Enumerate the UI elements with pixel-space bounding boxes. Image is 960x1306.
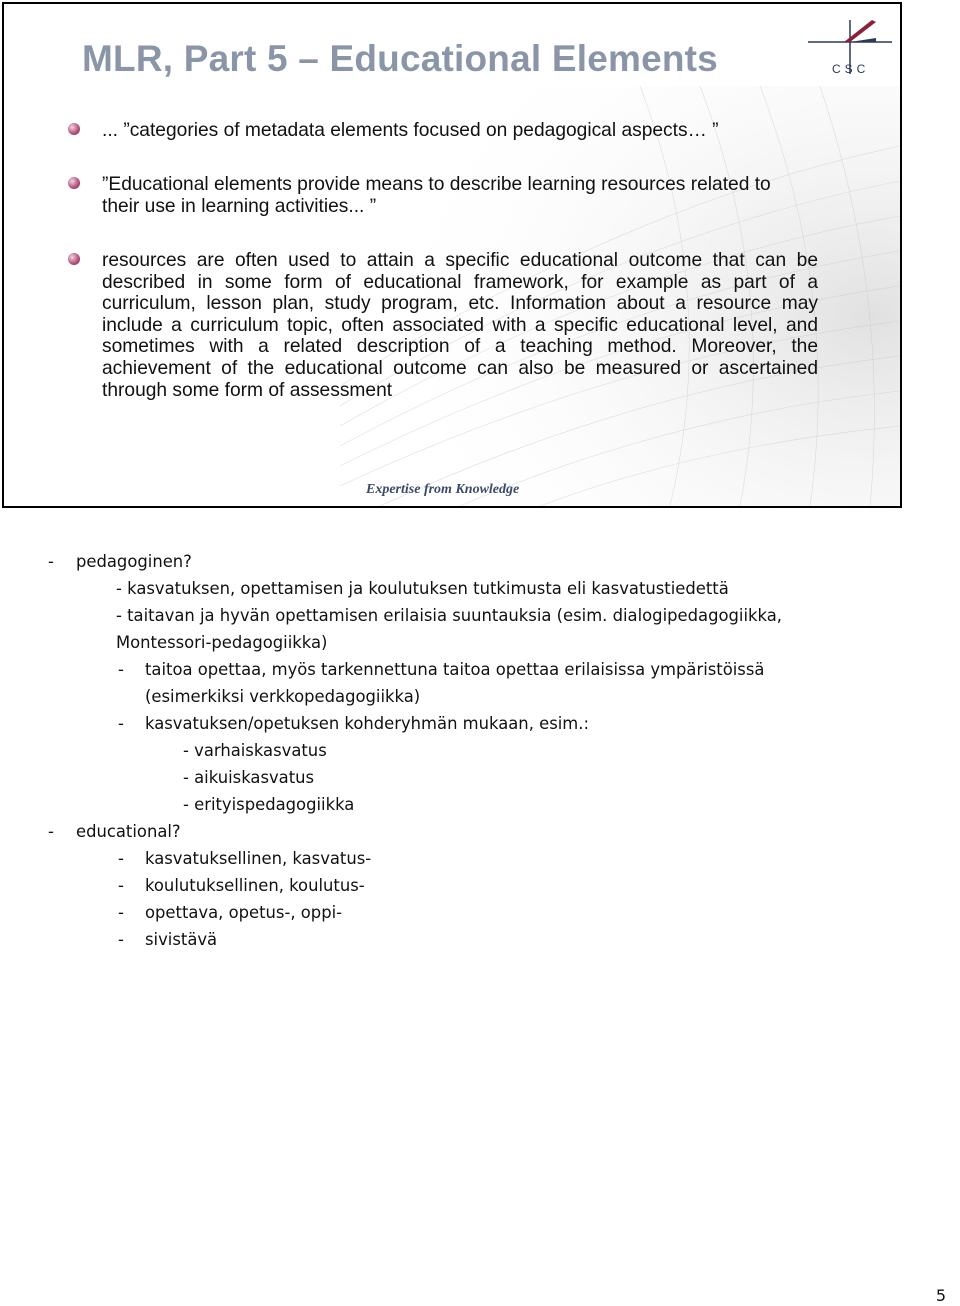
sub-list-item: - aikuiskasvatus bbox=[183, 768, 315, 787]
bullet-icon bbox=[68, 123, 80, 135]
dash: - bbox=[118, 930, 124, 949]
list-item-text: kasvatuksen/opetuksen kohderyhmän mukaan, esim.: bbox=[145, 714, 589, 733]
list-item: - kasvatuksen, opettamisen ja koulutuksen tutkimusta eli kasvatustiedettä bbox=[116, 579, 729, 598]
sub-list-item: - erityispedagogiikka bbox=[183, 795, 355, 814]
bullet-text: ... ”categories of metadata elements focused on pedagogical aspects… ” bbox=[102, 120, 719, 141]
list-item-continuation: (esimerkiksi verkkopedagogiikka) bbox=[145, 687, 421, 706]
bullet-icon bbox=[68, 253, 80, 265]
dash: - bbox=[48, 822, 54, 841]
slide-image bbox=[2, 2, 902, 508]
list-item bbox=[118, 660, 765, 680]
term-educational: educational? bbox=[76, 822, 181, 841]
dash: - bbox=[118, 714, 124, 733]
page-number: 5 bbox=[935, 1286, 946, 1305]
slide-bullet bbox=[102, 120, 826, 142]
list-item-text: taitoa opettaa, myös tarkennettuna taitoa opettaa erilaisissa ympäristöissä bbox=[145, 660, 765, 679]
list-item bbox=[118, 930, 218, 950]
dash: - bbox=[48, 552, 54, 571]
dash: - bbox=[118, 903, 124, 922]
list-item bbox=[118, 714, 589, 734]
dash: - bbox=[118, 660, 124, 679]
list-item bbox=[48, 822, 181, 842]
term-pedagoginen: pedagoginen? bbox=[76, 552, 192, 571]
slide-bullet bbox=[102, 250, 818, 401]
list-item-continuation: Montessori-pedagogiikka) bbox=[116, 633, 328, 652]
slide-title: MLR, Part 5 – Educational Elements bbox=[82, 38, 718, 79]
slide-bullet bbox=[102, 174, 802, 217]
bullet-text: resources are often used to attain a specific educational outcome that can be described in some form of educational framework, for example as part of a curriculum, lesson plan, study program, etc. Information about a resource may include a curriculum topic, often associated with a specific educational level, and sometimes with a related description of a teaching method. Moreover, the achievement of the educational outcome can also be measured or ascertained through some form of assessment bbox=[102, 250, 818, 401]
logo-text: CSC bbox=[832, 62, 870, 76]
bullet-text: ”Educational elements provide means to describe learning resources related to their use in learning activities... ” bbox=[102, 174, 771, 217]
list-item bbox=[118, 849, 372, 869]
list-item-text: kasvatuksellinen, kasvatus- bbox=[145, 849, 372, 868]
dash: - bbox=[118, 876, 124, 895]
list-item bbox=[118, 903, 343, 923]
list-item-text: opettava, opetus-, oppi- bbox=[145, 903, 343, 922]
dash: - bbox=[118, 849, 124, 868]
list-item bbox=[118, 876, 365, 896]
bullet-icon bbox=[68, 177, 80, 189]
list-item-text: sivistävä bbox=[145, 930, 218, 949]
list-item-text: koulutuksellinen, koulutus- bbox=[145, 876, 365, 895]
sub-list-item: - varhaiskasvatus bbox=[183, 741, 327, 760]
list-item: - taitavan ja hyvän opettamisen erilaisia suuntauksia (esim. dialogipedagogiikka, bbox=[116, 606, 782, 625]
list-item bbox=[48, 552, 192, 572]
tagline: Expertise from Knowledge bbox=[366, 482, 520, 497]
